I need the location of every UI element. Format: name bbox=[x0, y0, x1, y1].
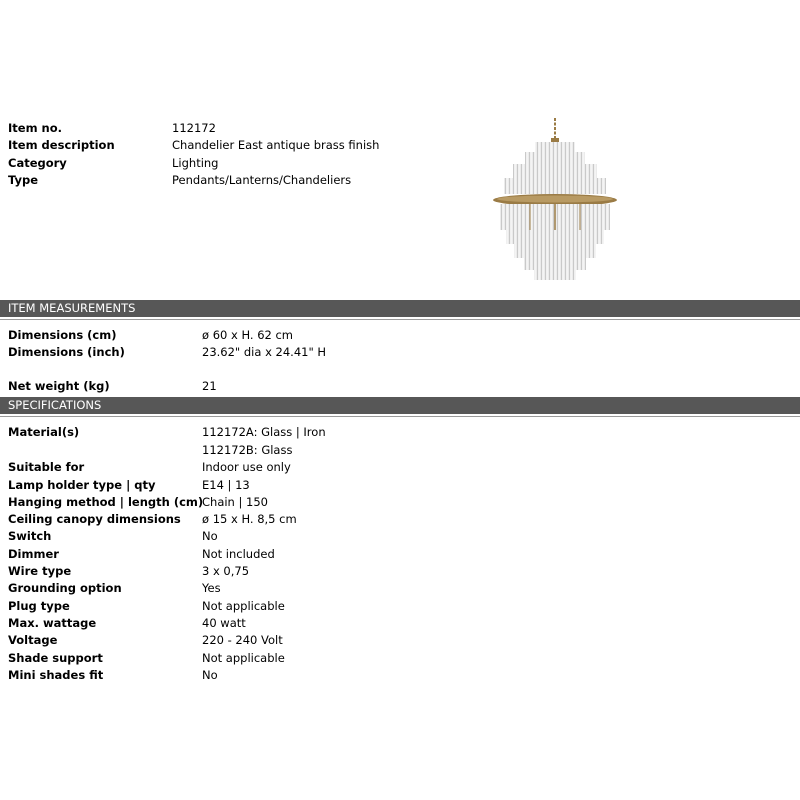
shade-support-value: Not applicable bbox=[202, 651, 285, 665]
dimensions-inch-value: 23.62" dia x 24.41" H bbox=[202, 345, 327, 359]
item-description-value: Chandelier East antique brass finish bbox=[172, 138, 380, 152]
switch-label: Switch bbox=[8, 529, 52, 543]
materials-value-a: 112172A: Glass | Iron bbox=[202, 425, 326, 439]
category-label: Category bbox=[8, 156, 67, 170]
net-weight-label: Net weight (kg) bbox=[8, 379, 110, 393]
ceiling-canopy-label: Ceiling canopy dimensions bbox=[8, 512, 181, 526]
suitable-for-value: Indoor use only bbox=[202, 460, 291, 474]
plug-type-value: Not applicable bbox=[202, 599, 285, 613]
item-measurements-header: ITEM MEASUREMENTS bbox=[0, 300, 800, 317]
net-weight-value: 21 bbox=[202, 379, 217, 393]
item-no-label: Item no. bbox=[8, 121, 63, 135]
dimmer-value: Not included bbox=[202, 547, 275, 561]
wire-type-label: Wire type bbox=[8, 564, 72, 578]
switch-value: No bbox=[202, 529, 218, 543]
divider bbox=[0, 416, 800, 417]
mini-shades-fit-label: Mini shades fit bbox=[8, 668, 104, 682]
lamp-holder-label: Lamp holder type | qty bbox=[8, 478, 156, 492]
plug-type-label: Plug type bbox=[8, 599, 70, 613]
type-value: Pendants/Lanterns/Chandeliers bbox=[172, 173, 352, 187]
voltage-label: Voltage bbox=[8, 633, 58, 647]
grounding-option-value: Yes bbox=[202, 581, 221, 595]
chandelier-product-image bbox=[480, 118, 630, 288]
suitable-for-label: Suitable for bbox=[8, 460, 85, 474]
voltage-value: 220 - 240 Volt bbox=[202, 633, 283, 647]
type-label: Type bbox=[8, 173, 39, 187]
max-wattage-label: Max. wattage bbox=[8, 616, 97, 630]
wire-type-value: 3 x 0,75 bbox=[202, 564, 250, 578]
divider bbox=[0, 319, 800, 320]
shade-support-label: Shade support bbox=[8, 651, 103, 665]
item-no-value: 112172 bbox=[172, 121, 216, 135]
dimensions-cm-value: ø 60 x H. 62 cm bbox=[202, 328, 294, 342]
specifications-header: SPECIFICATIONS bbox=[0, 397, 800, 414]
item-description-label: Item description bbox=[8, 138, 115, 152]
dimensions-cm-label: Dimensions (cm) bbox=[8, 328, 117, 342]
lamp-holder-value: E14 | 13 bbox=[202, 478, 250, 492]
category-value: Lighting bbox=[172, 156, 219, 170]
hanging-method-label: Hanging method | length (cm) bbox=[8, 495, 204, 509]
mini-shades-fit-value: No bbox=[202, 668, 218, 682]
materials-label: Material(s) bbox=[8, 425, 80, 439]
hanging-method-value: Chain | 150 bbox=[202, 495, 268, 509]
materials-value-b: 112172B: Glass bbox=[202, 443, 293, 457]
grounding-option-label: Grounding option bbox=[8, 581, 122, 595]
ceiling-canopy-value: ø 15 x H. 8,5 cm bbox=[202, 512, 297, 526]
dimmer-label: Dimmer bbox=[8, 547, 59, 561]
max-wattage-value: 40 watt bbox=[202, 616, 246, 630]
dimensions-inch-label: Dimensions (inch) bbox=[8, 345, 125, 359]
